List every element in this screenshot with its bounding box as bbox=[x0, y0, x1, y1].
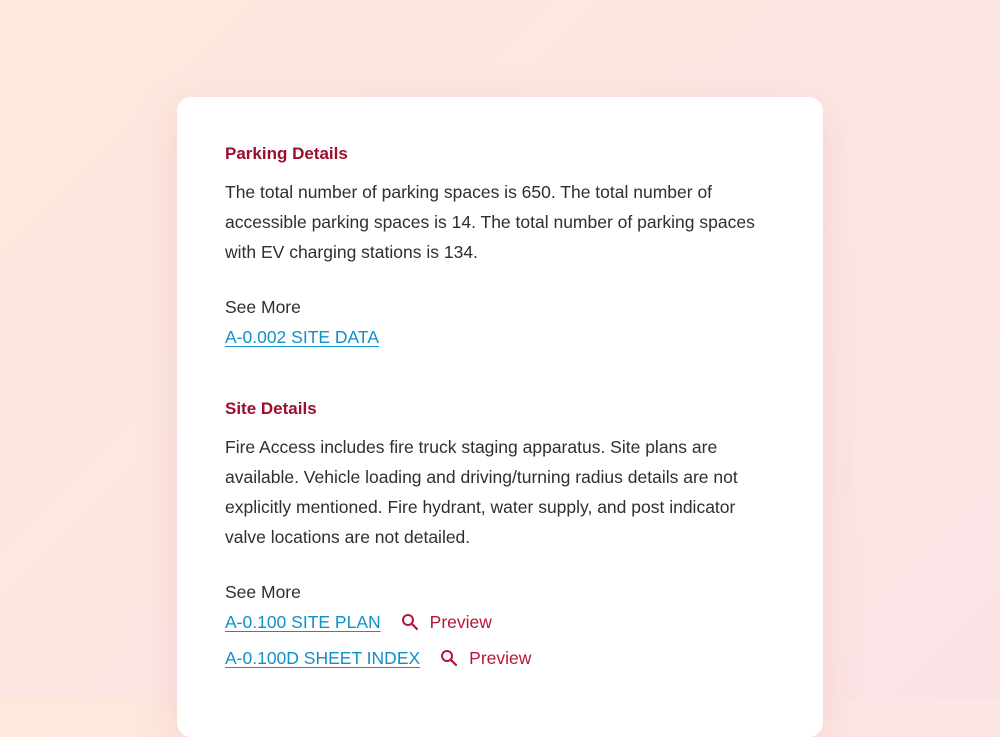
reference-row bbox=[225, 643, 775, 673]
parking-details-body: The total number of parking spaces is 650. The total number of accessible parking spaces is 14. The total number of parking spaces with EV charging stations is 134. bbox=[225, 182, 755, 262]
site-see-more-label: See More bbox=[225, 582, 301, 602]
search-icon bbox=[440, 649, 458, 667]
parking-details-section bbox=[225, 141, 775, 352]
site-details-title: Site Details bbox=[225, 399, 317, 418]
preview-label: Preview bbox=[429, 611, 492, 632]
site-plan-preview-button[interactable] bbox=[401, 612, 492, 633]
site-plan-link[interactable]: A-0.100 SITE PLAN bbox=[225, 611, 381, 632]
sheet-index-preview-button[interactable] bbox=[440, 648, 531, 669]
site-data-link[interactable]: A-0.002 SITE DATA bbox=[225, 326, 379, 347]
parking-see-more-label: See More bbox=[225, 297, 301, 317]
reference-row bbox=[225, 322, 775, 352]
details-card bbox=[177, 97, 823, 737]
sheet-index-link[interactable]: A-0.100D SHEET INDEX bbox=[225, 647, 421, 668]
search-icon bbox=[401, 613, 419, 631]
reference-row bbox=[225, 607, 775, 637]
site-details-section bbox=[225, 396, 775, 673]
parking-details-title: Parking Details bbox=[225, 144, 348, 163]
preview-label: Preview bbox=[469, 647, 532, 668]
site-details-body: Fire Access includes fire truck staging apparatus. Site plans are available. Vehicle loading and driving/turning radius details are not explicitly mentioned. Fire hydrant, water supply, and post indicator valve locations are not detailed. bbox=[225, 437, 738, 547]
